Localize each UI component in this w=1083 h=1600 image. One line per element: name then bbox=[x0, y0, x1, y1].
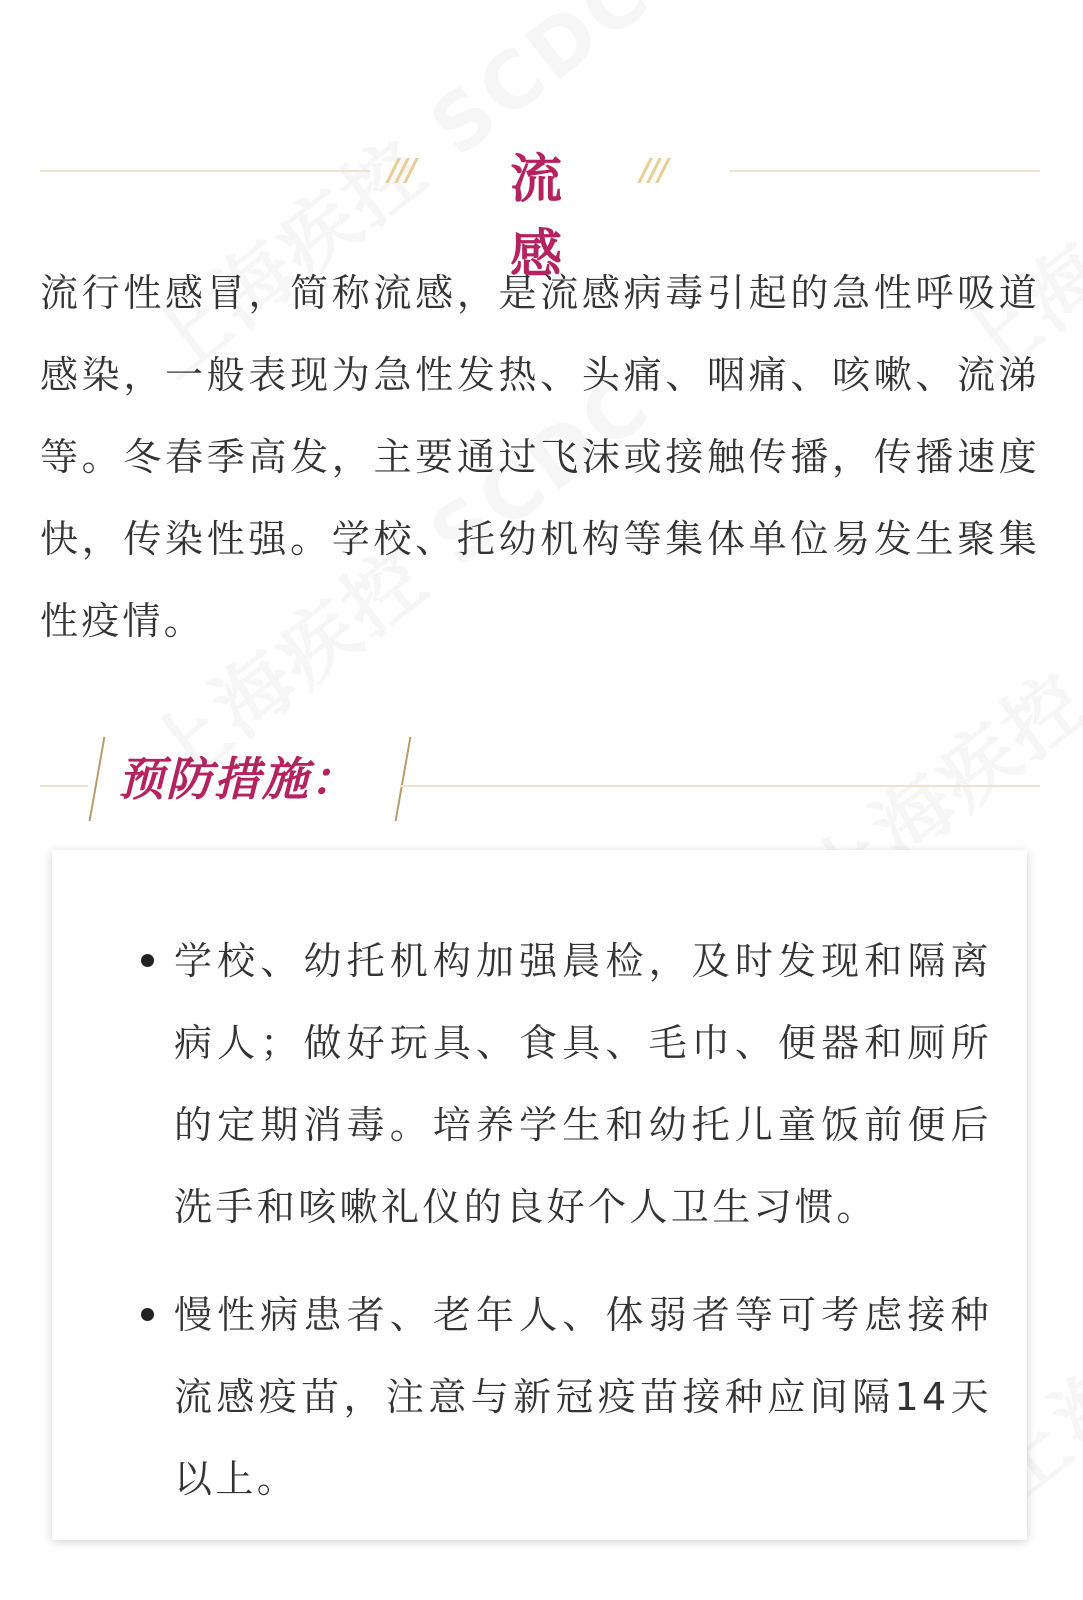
list-item bbox=[142, 1274, 992, 1520]
section-title: 预防措施： bbox=[118, 752, 358, 806]
section-slash-left bbox=[89, 737, 106, 821]
title-divider-right bbox=[730, 170, 1040, 172]
bullet-icon bbox=[141, 1308, 154, 1321]
intro-paragraph: 流行性感冒，简称流感，是流感病毒引起的急性呼吸道感染，一般表现为急性发热、头痛、咽痛、咳嗽、流涕等。冬春季高发，主要通过飞沫或接触传播，传播速度快，传染性强。学校、托幼机构等集体单位易发生聚集性疫情。 bbox=[40, 271, 1040, 643]
section-header bbox=[40, 735, 1040, 825]
section-slash-right bbox=[395, 737, 412, 821]
title-decor-left: /// bbox=[388, 153, 415, 188]
bullet-icon bbox=[141, 954, 154, 967]
measure-text: 学校、幼托机构加强晨检，及时发现和隔离病人；做好玩具、食具、毛巾、便器和厕所的定期消毒。培养学生和幼托儿童饭前便后洗手和咳嗽礼仪的良好个人卫生习惯。 bbox=[174, 939, 992, 1229]
section-divider-left bbox=[40, 785, 88, 787]
page-title: 流 感 bbox=[509, 150, 580, 285]
title-decor-right: /// bbox=[640, 153, 667, 188]
section-divider-right bbox=[400, 785, 1040, 787]
title-divider-left bbox=[40, 170, 370, 172]
measure-text: 慢性病患者、老年人、体弱者等可考虑接种流感疫苗，注意与新冠疫苗接种应间隔14天以上。 bbox=[174, 1293, 992, 1501]
measures-list bbox=[142, 920, 992, 1546]
measures-card bbox=[52, 850, 1027, 1540]
list-item bbox=[142, 920, 992, 1248]
title-header bbox=[40, 135, 1040, 285]
